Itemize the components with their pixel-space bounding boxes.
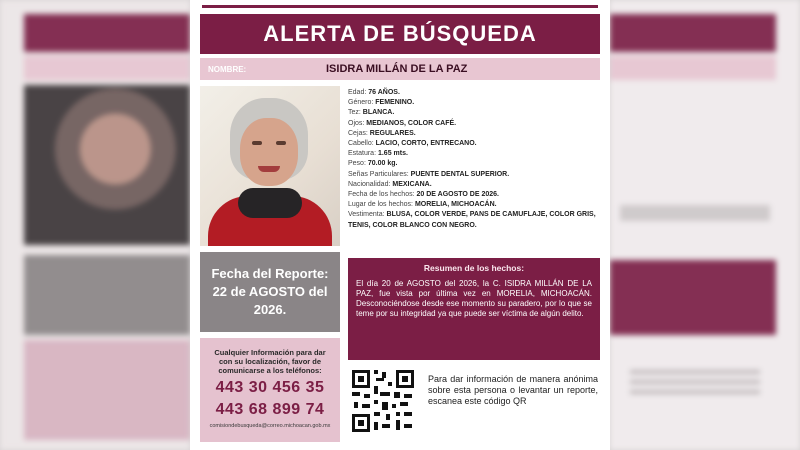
- blurred-right-panel: [610, 0, 800, 450]
- person-photo: [200, 86, 340, 246]
- detail-eyebrows: Cejas: REGULARES.: [348, 129, 416, 137]
- name-band: [200, 58, 600, 80]
- top-divider: [202, 5, 598, 8]
- name-label: NOMBRE:: [208, 64, 247, 74]
- detail-marks: Señas Particulares: PUENTE DENTAL SUPERIOR.: [348, 170, 510, 178]
- blurred-left-panel: [0, 0, 190, 450]
- poster-title: ALERTA DE BÚSQUEDA: [200, 14, 600, 54]
- report-date-box: [200, 252, 340, 332]
- phone-number-2[interactable]: 443 68 899 74: [215, 401, 325, 418]
- summary-box: [348, 258, 600, 360]
- detail-eyes: Ojos: MEDIANOS, COLOR CAFÉ.: [348, 119, 457, 127]
- person-details: [348, 88, 600, 231]
- phone-number-1[interactable]: 443 30 456 35: [215, 379, 325, 396]
- qr-code[interactable]: [350, 368, 416, 434]
- report-date-label: Fecha del Reporte:: [211, 266, 329, 281]
- qr-instructions: Para dar información de manera anónima sobre esta persona o levantar un reporte, escanea este código QR: [428, 374, 598, 406]
- contact-box: [200, 338, 340, 442]
- detail-complexion: Tez: BLANCA.: [348, 109, 395, 117]
- contact-text: Cualquier Información para dar con su localización, favor de comunicarse a los teléfonos:: [214, 348, 326, 375]
- search-alert-poster: [190, 0, 610, 450]
- detail-hair: Cabello: LACIO, CORTO, ENTRECANO.: [348, 140, 477, 148]
- detail-clothing: Vestimenta: BLUSA, COLOR VERDE, PANS DE CAMUFLAJE, COLOR GRIS, TENIS, COLOR BLANCO CON NEGRO.: [348, 211, 596, 229]
- detail-age: Edad: 76 AÑOS.: [348, 89, 400, 96]
- person-name: ISIDRA MILLÁN DE LA PAZ: [326, 63, 468, 75]
- detail-weight: Peso: 70.00 kg.: [348, 160, 398, 168]
- detail-nationality: Nacionalidad: MEXICANA.: [348, 180, 432, 188]
- detail-event-place: Lugar de los hechos: MORELIA, MICHOACÁN.: [348, 201, 497, 209]
- detail-gender: Género: FEMENINO.: [348, 99, 415, 107]
- contact-email[interactable]: comisiondebusqueda@correo.michoacan.gob.mx: [209, 423, 331, 429]
- detail-event-date: Fecha de los hechos: 20 DE AGOSTO DE 2026.: [348, 191, 499, 199]
- summary-text: El día 20 de AGOSTO del 2026, la C. ISIDRA MILLÁN DE LA PAZ, fue vista por última vez en MORELIA, MICHOACÁN. Desconociéndose desde ese momento su paradero, por lo que se teme por su integridad ya que puede ser víctima de algún delito.: [356, 279, 592, 318]
- summary-title: Resumen de los hechos:: [423, 263, 525, 273]
- detail-height: Estatura: 1.65 mts.: [348, 150, 408, 158]
- report-date-value: 22 de AGOSTO del 2026.: [212, 284, 328, 317]
